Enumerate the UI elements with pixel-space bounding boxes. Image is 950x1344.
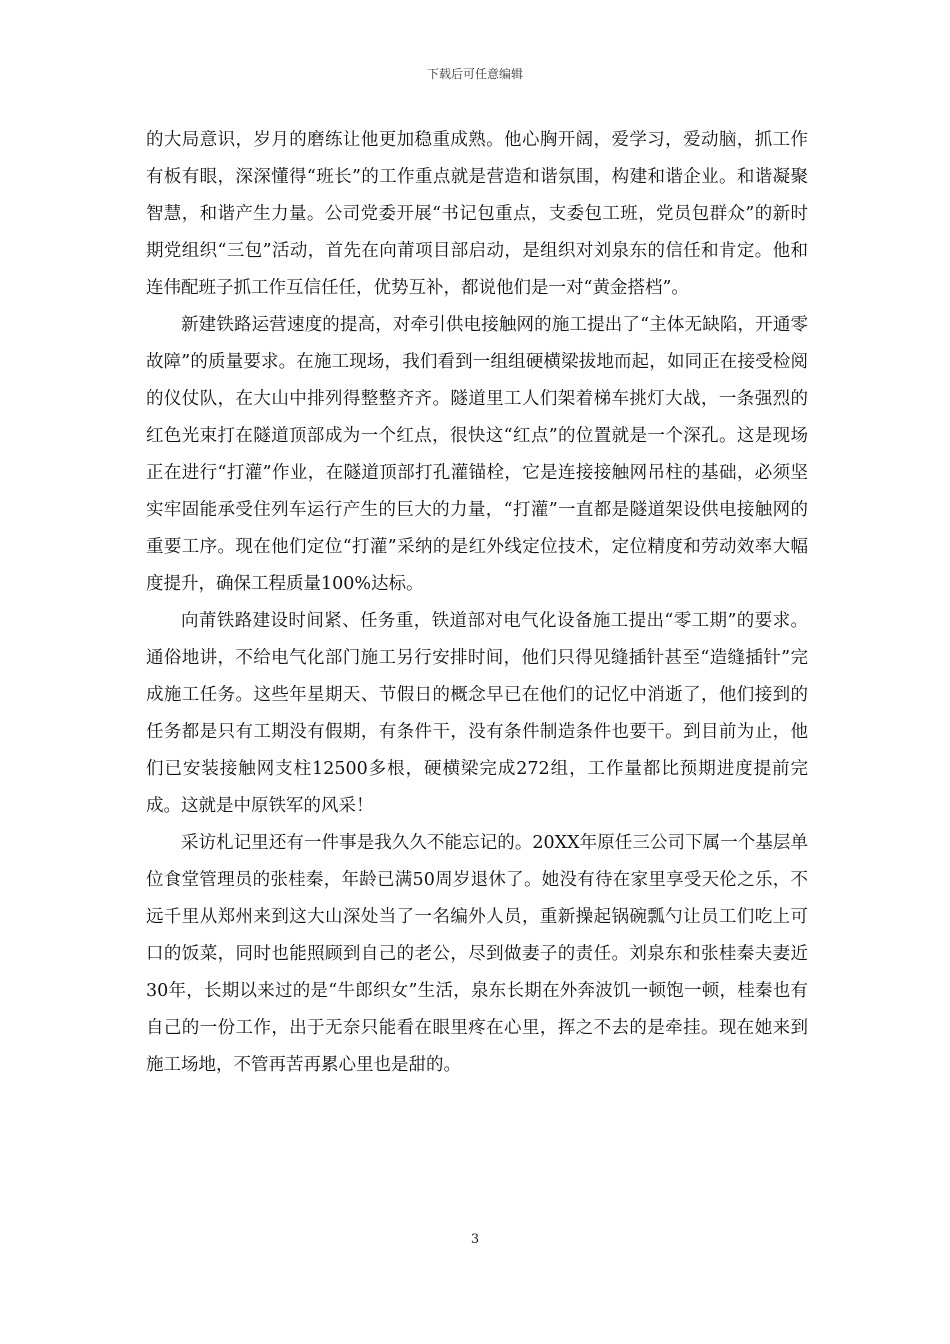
paragraph-interview-notes: 采访札记里还有一件事是我久久不能忘记的。20XX年原任三公司下属一个基层单位食堂管理员的张桂秦，年龄已满50周岁退休了。她没有待在家里享受天伦之乐，不远千里从郑州来到这大山深处当了一名编外人员，重新操起锅碗瓢勺让员工们吃上可口的饭菜，同时也能照顾到自己的老公，尽到做妻子的责任。刘泉东和张桂秦夫妻近30年，长期以来过的是“牛郎织女”生活，泉东长期在外奔波饥一顿饱一顿，桂秦也有自己的一份工作，出于无奈只能看在眼里疼在心里，挥之不去的是牵挂。现在她来到施工场地，不管再苦再累心里也是甜的。	[146, 833, 808, 1075]
paragraph-railway-speed: 新建铁路运营速度的提高，对牵引供电接触网的施工提出了“主体无缺陷，开通零故障”的质量要求。在施工现场，我们看到一组组硬横梁拔地而起，如同正在接受检阅的仪仗队，在大山中排列得整整齐齐。隧道里工人们架着梯车挑灯大战，一条强烈的红色光束打在隧道顶部成为一个红点，很快这“红点”的位置就是一个深孔。这是现场正在进行“打灌”作业，在隧道顶部打孔灌锚栓，它是连接接触网吊柱的基础，必须坚实牢固能承受住列车运行产生的巨大的力量，“打灌”一直都是隧道架设供电接触网的重要工序。现在他们定位“打灌”采纳的是红外线定位技术，定位精度和劳动效率大幅度提升，确保工程质量100%达标。	[146, 315, 808, 594]
document-body	[146, 122, 808, 1084]
page-number: 3	[470, 1232, 480, 1247]
paragraph-continuation: 的大局意识，岁月的磨练让他更加稳重成熟。他心胸开阔，爱学习，爱动脑，抓工作有板有眼，深深懂得“班长”的工作重点就是营造和谐氛围，构建和谐企业。和谐凝聚智慧，和谐产生力量。公司党委开展“书记包重点，支委包工班，党员包群众”的新时期党组织“三包”活动，首先在向莆项目部启动，是组织对刘泉东的信任和肯定。他和连伟配班子抓工作互信任任，优势互补，都说他们是一对“黄金搭档”。	[146, 130, 808, 298]
paragraph-zero-period: 向莆铁路建设时间紧、任务重，铁道部对电气化设备施工提出“零工期”的要求。通俗地讲，不给电气化部门施工另行安排时间，他们只得见缝插针甚至“造缝插针”完成施工任务。这些年星期天、节假日的概念早已在他们的记忆中消逝了，他们接到的任务都是只有工期没有假期，有条件干，没有条件制造条件也要干。到目前为止，他们已安装接触网支柱12500多根，硬横梁完成272组，工作量都比预期进度提前完成。这就是中原铁军的风采！	[146, 611, 808, 816]
page-header-note: 下载后可任意编辑	[426, 67, 523, 81]
